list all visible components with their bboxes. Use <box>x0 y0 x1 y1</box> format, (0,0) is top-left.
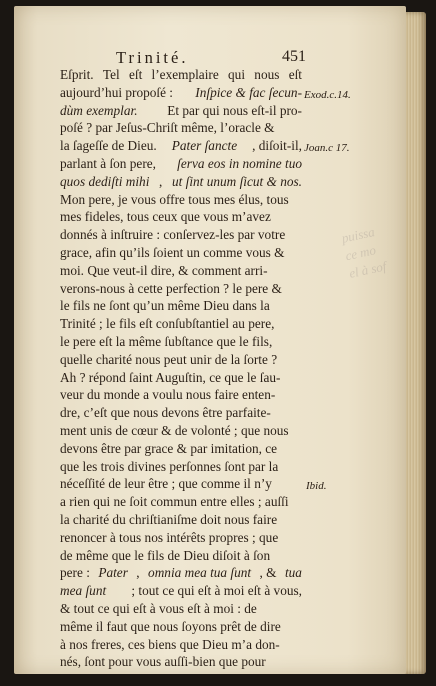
text-run: pere : <box>60 565 90 581</box>
text-run: ment unis de cœur & de volonté ; que nous <box>60 422 289 438</box>
text-run: donnés à inſtruire : conſervez-les par votre <box>60 227 286 243</box>
text-run: eſt <box>288 67 302 82</box>
text-line <box>60 262 302 280</box>
text-line <box>60 119 302 137</box>
text-line <box>60 511 302 529</box>
text-run: ; tout ce qui eſt à moi eſt à vous, <box>131 583 302 599</box>
text-line <box>60 173 302 191</box>
bleed-line: ce mo <box>343 242 378 264</box>
text-line <box>60 547 302 565</box>
text-run: Tel <box>102 67 120 82</box>
marginal-note: Ibid. <box>306 480 327 492</box>
text-line <box>60 475 302 493</box>
text-run: quelle charité nous peut unir de la ſorte ? <box>60 351 278 367</box>
text-run: parlant à ſon pere, <box>60 155 156 171</box>
latin-quotation: mea ſunt <box>60 583 107 599</box>
text-run: eſt <box>128 67 143 82</box>
text-line <box>60 564 302 582</box>
text-line <box>60 137 302 155</box>
text-line <box>60 244 302 262</box>
text-line <box>60 315 302 333</box>
text-run: que les trois divines perſonnes ſont par la <box>60 458 279 474</box>
text-run: nés, ſont pour vous auſſi-bien que pour <box>60 654 266 670</box>
text-run: moi. Que veut-il dire, & comment arri- <box>60 262 268 278</box>
text-run: la ſageſſe de Dieu. <box>60 138 157 154</box>
text-line <box>60 582 302 600</box>
text-run: , & <box>259 565 277 581</box>
running-header: Trinité. <box>116 48 189 67</box>
text-line <box>60 386 302 404</box>
text-run: mes fideles, tous ceux que vous m’avez <box>60 209 271 225</box>
text-line <box>60 422 302 440</box>
text-line <box>60 102 302 120</box>
text-line <box>60 280 302 298</box>
latin-quotation: Pater <box>98 565 128 581</box>
text-run: le pere eſt la même ſubſtance que le fils, <box>60 333 273 349</box>
text-run: verons-nous à cette perfection ? le pere & <box>60 280 282 296</box>
text-run: Mon pere, je vous offre tous mes élus, tous <box>60 191 289 207</box>
text-line <box>60 369 302 387</box>
text-line <box>60 351 302 369</box>
text-run: aujourd’hui propoſé : <box>60 84 173 100</box>
latin-quotation: ſerva eos in nomine tuo <box>177 155 302 171</box>
latin-quotation: omnia mea tua ſunt <box>148 565 252 581</box>
text-run: l’exemplaire <box>151 67 219 82</box>
text-line <box>60 458 302 476</box>
text-run: renoncer à tous nos intérêts propres ; que <box>60 529 279 545</box>
latin-quotation: tua <box>284 565 302 581</box>
text-run: & tout ce qui eſt à vous eſt à moi : de <box>60 600 257 616</box>
bleed-line: el à sof <box>347 258 388 281</box>
text-run: , diſoit-il, <box>252 138 302 154</box>
text-run: , <box>159 173 163 189</box>
text-run: dre, c’eſt que nous devons être parfaite- <box>60 405 271 421</box>
text-run: poſé ? par Jeſus-Chriſt même, l’oracle & <box>60 120 275 136</box>
latin-quotation: Pater ſancte <box>171 138 238 154</box>
latin-quotation: quos dediſti mihi <box>60 173 150 189</box>
text-line <box>60 600 302 618</box>
text-line <box>60 493 302 511</box>
text-run: Ah ? répond ſaint Auguſtin, ce que le ſau- <box>60 369 281 385</box>
text-line <box>60 618 302 636</box>
text-line <box>60 636 302 654</box>
text-run: nous <box>254 67 280 82</box>
text-run: , <box>136 565 140 581</box>
page-number: 451 <box>282 48 306 65</box>
text-run: le fils ne ſont qu’un même Dieu dans la <box>60 298 270 314</box>
text-line <box>60 191 302 209</box>
text-run: Eſprit. <box>60 67 94 82</box>
latin-quotation: ut ſint unum ſicut & nos. <box>171 173 302 189</box>
latin-quotation: dùm exemplar. <box>60 102 138 118</box>
latin-quotation: Inſpice & fac ſecun- <box>195 84 302 100</box>
text-run: la charité du chriſtianiſme doit nous faire <box>60 511 278 527</box>
text-line <box>60 208 302 226</box>
bleed-through-text <box>340 218 411 289</box>
text-run: veur du monde a voulu nous faire enten- <box>60 387 276 403</box>
text-run: à nos freres, ces biens que Dieu m’a don- <box>60 636 280 652</box>
text-run: de même que le fils de Dieu diſoit à ſon <box>60 547 271 563</box>
text-run: Et par qui nous eſt-il pro- <box>167 102 302 118</box>
bleed-line: puissa <box>340 224 376 246</box>
text-line <box>60 226 302 244</box>
text-run: même il faut que nous ſoyons prêt de dire <box>60 618 281 634</box>
text-line <box>60 440 302 458</box>
text-line <box>60 653 302 671</box>
text-run: devons être par grace & par imitation, ce <box>60 440 278 456</box>
text-run: a rien qui ne ſoit commun entre elles ; auſſi <box>60 494 289 510</box>
text-run: qui <box>228 67 246 82</box>
text-run: néceſſité de leur être ; que comme il n’y <box>60 476 272 492</box>
text-run: Trinité ; le fils eſt conſubſtantiel au pere, <box>60 316 275 332</box>
text-line <box>60 404 302 422</box>
text-run: grace, afin qu’ils ſoient un comme vous & <box>60 244 285 260</box>
text-line <box>60 155 302 173</box>
text-line <box>60 66 302 84</box>
marginal-note: Exod.c.14. <box>304 89 351 101</box>
marginal-note: Joan.c 17. <box>304 142 350 154</box>
text-line <box>60 529 302 547</box>
body-text <box>60 66 302 671</box>
text-line <box>60 333 302 351</box>
text-line <box>60 297 302 315</box>
text-line <box>60 84 302 102</box>
